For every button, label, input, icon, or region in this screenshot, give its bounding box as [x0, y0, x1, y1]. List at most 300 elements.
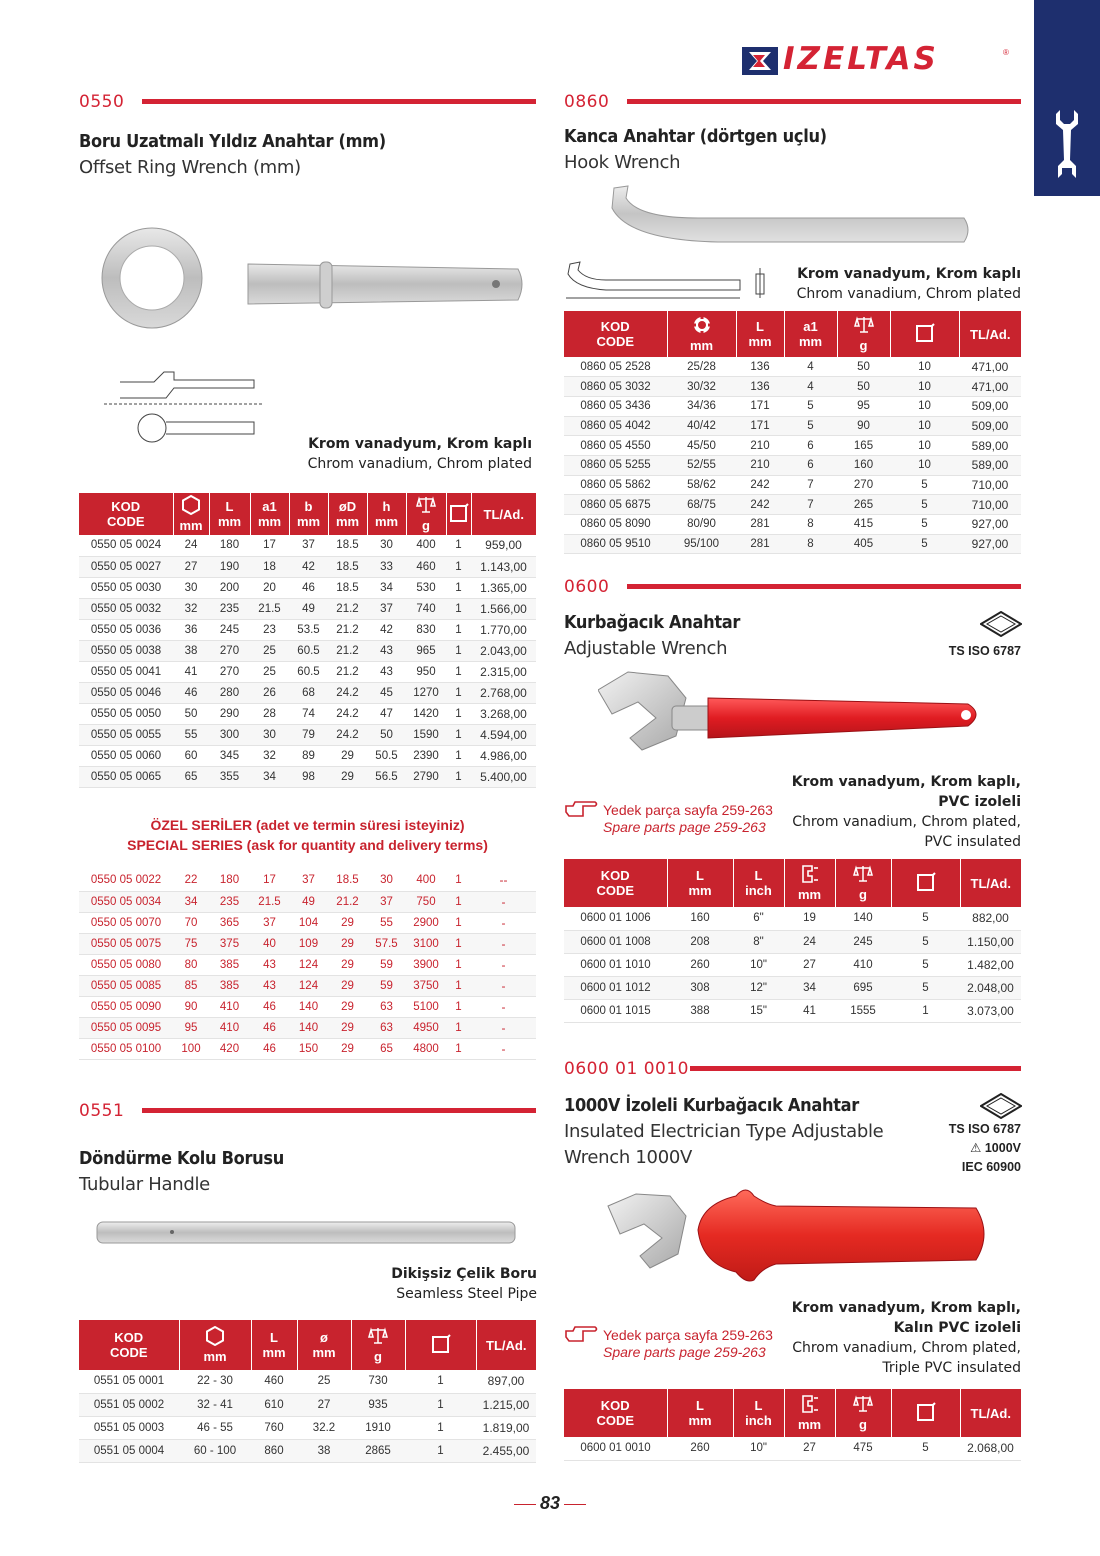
cell-value: 29: [328, 745, 367, 766]
cell-price: 5.400,00: [471, 766, 536, 787]
cell-value: 18: [250, 556, 289, 577]
cell-price: 927,00: [959, 515, 1021, 535]
cell-value: 34: [250, 766, 289, 787]
cell-value: 90: [837, 416, 890, 436]
material-insulated: [780, 1298, 1021, 1378]
col-size: mm: [667, 311, 736, 357]
cell-value: 70: [173, 912, 209, 933]
cell-value: 935: [351, 1393, 405, 1416]
cell-value: 27: [784, 953, 835, 976]
cell-value: 530: [406, 577, 446, 598]
cell-value: 171: [736, 416, 784, 436]
col-code: KOD CODE: [564, 311, 667, 357]
cell-value: 200: [209, 577, 250, 598]
cell-value: 45: [367, 682, 406, 703]
cell-code: 0600 01 1015: [564, 999, 667, 1022]
cell-value: 290: [209, 703, 250, 724]
cell-value: 109: [289, 933, 328, 954]
cell-value: 28: [250, 703, 289, 724]
cell-code: 0551 05 0002: [79, 1393, 179, 1416]
col-length: L mm: [209, 493, 250, 535]
cell-value: 74: [289, 703, 328, 724]
cell-value: 7: [784, 475, 837, 495]
cell-value: 124: [289, 954, 328, 975]
cell-value: 1: [446, 556, 471, 577]
cell-value: 405: [837, 534, 890, 554]
cell-value: 10": [733, 1437, 784, 1460]
col-a1: a1 mm: [250, 493, 289, 535]
col-length-inch: L inch: [733, 859, 784, 907]
cell-code: 0550 05 0034: [79, 891, 173, 912]
tse-certification-icon: [980, 611, 1022, 637]
cell-value: 21.5: [250, 598, 289, 619]
table-row: [79, 640, 536, 661]
table-body-0550-special: [79, 870, 536, 1059]
cell-value: 375: [209, 933, 250, 954]
cell-value: 47: [367, 703, 406, 724]
cell-value: 60.5: [289, 661, 328, 682]
cell-value: 280: [209, 682, 250, 703]
table-row: [564, 436, 1021, 456]
cell-price: 2.455,00: [476, 1439, 536, 1462]
cell-value: 60 - 100: [179, 1439, 251, 1462]
cell-value: 420: [209, 1038, 250, 1059]
table-row: [79, 975, 536, 996]
cell-value: 37: [250, 912, 289, 933]
material-en: Chrom vanadium, Chrom plated: [796, 286, 1021, 302]
cell-code: 0550 05 0090: [79, 996, 173, 1017]
cell-value: 24: [173, 535, 209, 556]
cell-value: 260: [667, 1437, 733, 1460]
cell-value: 610: [251, 1393, 297, 1416]
cell-value: 1: [446, 724, 471, 745]
cell-value: 43: [250, 975, 289, 996]
table-row: [564, 515, 1021, 535]
table-row: [79, 556, 536, 577]
cell-value: 10": [733, 953, 784, 976]
table-row: [564, 357, 1021, 377]
cell-value: 21.5: [250, 891, 289, 912]
table-row: [79, 954, 536, 975]
cell-price: 897,00: [476, 1370, 536, 1393]
cell-value: 18.5: [328, 577, 367, 598]
cell-value: 22 - 30: [179, 1370, 251, 1393]
cell-code: 0550 05 0038: [79, 640, 173, 661]
cell-value: 37: [289, 870, 328, 891]
cell-value: 245: [209, 619, 250, 640]
cell-value: 1555: [835, 999, 891, 1022]
cell-value: 95: [173, 1017, 209, 1038]
registered-mark: ®: [1003, 48, 1009, 57]
cell-value: 400: [406, 870, 446, 891]
cell-value: 30: [367, 535, 406, 556]
cell-value: 5: [784, 416, 837, 436]
cell-value: 180: [209, 535, 250, 556]
cell-price: 471,00: [959, 377, 1021, 397]
cell-value: 17: [250, 535, 289, 556]
cell-value: 10: [890, 357, 959, 377]
col-code: KOD CODE: [564, 859, 667, 907]
cell-value: 8: [784, 515, 837, 535]
cell-value: 53.5: [289, 619, 328, 640]
scale-icon: [416, 495, 436, 515]
cell-code: 0860 05 3436: [564, 396, 667, 416]
cell-value: 21.2: [328, 891, 367, 912]
cell-value: 22: [173, 870, 209, 891]
cell-price: 2.315,00: [471, 661, 536, 682]
cell-value: 2390: [406, 745, 446, 766]
material-tr: Krom vanadyum, Krom kaplı: [797, 266, 1021, 282]
cell-price: 2.768,00: [471, 682, 536, 703]
cell-value: 38: [297, 1439, 351, 1462]
cell-price: -: [471, 891, 536, 912]
cell-value: 50.5: [367, 745, 406, 766]
cell-value: 98: [289, 766, 328, 787]
cell-value: 1: [405, 1393, 476, 1416]
cell-code: 0600 01 1010: [564, 953, 667, 976]
cell-value: 365: [209, 912, 250, 933]
cell-value: 5: [784, 396, 837, 416]
title-en-0550: Offset Ring Wrench (mm): [79, 157, 301, 178]
cell-price: -: [471, 1017, 536, 1038]
cell-code: 0860 05 8090: [564, 515, 667, 535]
cell-value: 20: [250, 577, 289, 598]
cell-value: 1: [446, 1038, 471, 1059]
cell-code: 0600 01 1012: [564, 976, 667, 999]
side-category-tab: [1034, 0, 1100, 196]
box-icon: [915, 323, 935, 343]
cell-value: 245: [835, 930, 891, 953]
table-row: [564, 534, 1021, 554]
box-icon: [916, 872, 936, 892]
cell-price: -: [471, 933, 536, 954]
cell-value: 29: [328, 975, 367, 996]
cell-code: 0550 05 0046: [79, 682, 173, 703]
material-en: Seamless Steel Pipe: [396, 1286, 537, 1302]
cell-value: 63: [367, 1017, 406, 1038]
cell-value: 5100: [406, 996, 446, 1017]
cell-price: 882,00: [960, 907, 1021, 930]
cell-code: 0600 01 0010: [564, 1437, 667, 1460]
cell-value: 21.2: [328, 640, 367, 661]
standards-insulated: [900, 1120, 1021, 1177]
offset-ring-wrench-drawing: [104, 366, 272, 446]
table-row: [564, 1437, 1021, 1460]
cell-value: 1: [446, 745, 471, 766]
cell-value: 1: [446, 1017, 471, 1038]
table-row: [564, 999, 1021, 1022]
table-row: [564, 953, 1021, 976]
cell-price: 2.068,00: [960, 1437, 1021, 1460]
cell-value: 345: [209, 745, 250, 766]
cell-value: 1: [446, 535, 471, 556]
cell-code: 0550 05 0030: [79, 577, 173, 598]
cell-price: -: [471, 954, 536, 975]
table-row: [79, 598, 536, 619]
col-h: h mm: [367, 493, 406, 535]
cell-value: 89: [289, 745, 328, 766]
cell-value: 75: [173, 933, 209, 954]
cell-value: 46: [289, 577, 328, 598]
material-en-2: Triple PVC insulated: [882, 1360, 1021, 1376]
cell-value: 25: [250, 661, 289, 682]
cell-code: 0860 05 5862: [564, 475, 667, 495]
cell-value: 60.5: [289, 640, 328, 661]
material-0860: [760, 264, 1021, 304]
cell-value: 24.2: [328, 724, 367, 745]
cell-value: 32.2: [297, 1416, 351, 1439]
cell-value: 21.2: [328, 661, 367, 682]
cell-value: 37: [289, 535, 328, 556]
cell-value: 43: [367, 661, 406, 682]
cell-value: 42: [289, 556, 328, 577]
cell-price: 710,00: [959, 475, 1021, 495]
spare-en: Spare parts page 259-263: [603, 1344, 766, 1360]
cell-value: 385: [209, 975, 250, 996]
cell-code: 0550 05 0065: [79, 766, 173, 787]
cell-price: 509,00: [959, 396, 1021, 416]
cell-value: 2865: [351, 1439, 405, 1462]
cell-value: 29: [328, 954, 367, 975]
cell-value: 8: [784, 534, 837, 554]
cell-value: 29: [328, 1038, 367, 1059]
box-icon: [431, 1334, 451, 1354]
voltage-rating: ⚠ 1000V: [970, 1141, 1021, 1155]
cell-value: 10: [890, 377, 959, 397]
cell-value: 5: [891, 953, 960, 976]
material-tr-2: PVC izoleli: [938, 794, 1021, 810]
cell-value: 5: [891, 1437, 960, 1460]
cell-code: 0550 05 0036: [79, 619, 173, 640]
cell-value: 208: [667, 930, 733, 953]
tubular-handle-image: [96, 1220, 516, 1246]
col-length: L mm: [736, 311, 784, 357]
cell-value: 235: [209, 891, 250, 912]
cell-value: 100: [173, 1038, 209, 1059]
cell-price: 927,00: [959, 534, 1021, 554]
cell-value: 410: [835, 953, 891, 976]
cell-value: 55: [367, 912, 406, 933]
material-0550: [300, 434, 532, 474]
cell-value: 1: [446, 891, 471, 912]
cell-value: 52/55: [667, 455, 736, 475]
cell-value: 12": [733, 976, 784, 999]
cell-value: 21.2: [328, 598, 367, 619]
cell-value: 3100: [406, 933, 446, 954]
table-row: [79, 933, 536, 954]
cell-value: 49: [289, 598, 328, 619]
cell-code: 0550 05 0085: [79, 975, 173, 996]
cell-value: 750: [406, 891, 446, 912]
cell-price: 3.268,00: [471, 703, 536, 724]
scale-icon: [368, 1326, 388, 1346]
cell-value: 1: [446, 598, 471, 619]
cell-value: 50: [837, 357, 890, 377]
table-row: [79, 724, 536, 745]
cell-value: 95: [837, 396, 890, 416]
box-icon: [449, 503, 469, 523]
insulated-adjustable-wrench-image: [606, 1184, 992, 1284]
jaw-opening-icon: [800, 1394, 820, 1414]
table-row: [79, 577, 536, 598]
title-tr-0600: Kurbağacık Anahtar: [564, 612, 741, 633]
cell-code: 0550 05 0080: [79, 954, 173, 975]
cell-price: 509,00: [959, 416, 1021, 436]
cell-value: 18.5: [328, 556, 367, 577]
cell-value: 6: [784, 436, 837, 456]
cell-price: -: [471, 996, 536, 1017]
title-en-insulated-2: Wrench 1000V: [564, 1147, 693, 1168]
special-tr: ÖZEL SERİLER (adet ve termin süresi isteyiniz): [150, 817, 465, 833]
cell-value: 1: [446, 912, 471, 933]
cell-price: 4.594,00: [471, 724, 536, 745]
cell-value: 85: [173, 975, 209, 996]
cell-code: 0550 05 0060: [79, 745, 173, 766]
table-body-0550: [79, 535, 536, 787]
table-row: [79, 619, 536, 640]
cell-value: 1: [446, 703, 471, 724]
cell-value: 1: [405, 1416, 476, 1439]
cell-value: 80/90: [667, 515, 736, 535]
cell-value: 59: [367, 975, 406, 996]
cell-price: 1.566,00: [471, 598, 536, 619]
cell-price: 959,00: [471, 535, 536, 556]
material-tr-1: Krom vanadyum, Krom kaplı,: [791, 1300, 1021, 1316]
table-row: [564, 976, 1021, 999]
standard-iec: IEC 60900: [961, 1160, 1021, 1174]
cell-value: 235: [209, 598, 250, 619]
title-tr-insulated: 1000V İzoleli Kurbağacık Anahtar: [564, 1095, 859, 1116]
col-price: TL/Ad.: [476, 1320, 536, 1370]
cell-price: 1.143,00: [471, 556, 536, 577]
cell-value: 43: [367, 640, 406, 661]
cell-value: 695: [835, 976, 891, 999]
table-row: [564, 416, 1021, 436]
cell-value: 29: [328, 766, 367, 787]
cell-value: 43: [250, 954, 289, 975]
cell-code: 0550 05 0075: [79, 933, 173, 954]
section-divider: [627, 584, 1021, 589]
cell-value: 140: [289, 996, 328, 1017]
col-opening: mm: [784, 1389, 835, 1437]
cell-value: 1: [405, 1439, 476, 1462]
cell-value: 29: [328, 1017, 367, 1038]
cell-value: 1: [446, 619, 471, 640]
cell-value: 2790: [406, 766, 446, 787]
spare-tr: Yedek parça sayfa 259-263: [603, 802, 773, 818]
table-0551: [79, 1320, 536, 1463]
cell-value: 5: [891, 976, 960, 999]
cell-code: 0550 05 0024: [79, 535, 173, 556]
material-en-2: PVC insulated: [924, 834, 1021, 850]
table-row: [564, 455, 1021, 475]
cell-value: 1: [891, 999, 960, 1022]
table-body-0600: [564, 907, 1021, 1022]
cell-value: 830: [406, 619, 446, 640]
cell-value: 34: [173, 891, 209, 912]
cell-value: 300: [209, 724, 250, 745]
cell-value: 60: [173, 745, 209, 766]
cell-value: 1590: [406, 724, 446, 745]
cell-value: 55: [173, 724, 209, 745]
table-row: [79, 891, 536, 912]
col-opening: mm: [784, 859, 835, 907]
cell-value: 79: [289, 724, 328, 745]
cell-value: 410: [209, 1017, 250, 1038]
cell-value: 171: [736, 396, 784, 416]
cell-value: 25/28: [667, 357, 736, 377]
cell-value: 355: [209, 766, 250, 787]
table-row: [79, 682, 536, 703]
cell-value: 24: [784, 930, 835, 953]
table-row: [79, 870, 536, 891]
spare-en: Spare parts page 259-263: [603, 819, 766, 835]
section-divider: [142, 1108, 536, 1113]
section-code-0550: 0550: [79, 92, 125, 112]
standard-0600: TS ISO 6787: [948, 644, 1021, 658]
cell-value: 1270: [406, 682, 446, 703]
cell-value: 32: [173, 598, 209, 619]
cell-value: 5: [891, 907, 960, 930]
col-pack: [890, 311, 959, 357]
cell-code: 0550 05 0041: [79, 661, 173, 682]
cell-value: 68/75: [667, 495, 736, 515]
standard-iso: TS ISO 6787: [948, 1122, 1021, 1136]
cell-value: 4: [784, 377, 837, 397]
cell-value: 56.5: [367, 766, 406, 787]
cell-value: 42: [367, 619, 406, 640]
table-0550: [79, 493, 536, 788]
scale-icon: [853, 864, 873, 884]
col-price: TL/Ad.: [959, 311, 1021, 357]
cell-value: 7: [784, 495, 837, 515]
cell-value: 49: [289, 891, 328, 912]
cell-value: 124: [289, 975, 328, 996]
hook-wrench-image: [608, 184, 972, 248]
cell-value: 950: [406, 661, 446, 682]
cell-value: 10: [890, 436, 959, 456]
cell-value: 33: [367, 556, 406, 577]
title-tr-0550: Boru Uzatmalı Yıldız Anahtar (mm): [79, 131, 386, 152]
cell-value: 4800: [406, 1038, 446, 1059]
cell-value: 1: [446, 975, 471, 996]
cell-code: 0551 05 0003: [79, 1416, 179, 1439]
col-code: KOD CODE: [564, 1389, 667, 1437]
cell-value: 50: [367, 724, 406, 745]
cell-value: 740: [406, 598, 446, 619]
cell-price: 1.770,00: [471, 619, 536, 640]
cell-value: 136: [736, 357, 784, 377]
material-en: Chrom vanadium, Chrom plated: [307, 456, 532, 472]
cell-value: 40: [250, 933, 289, 954]
cell-value: 59: [367, 954, 406, 975]
cell-value: 27: [784, 1437, 835, 1460]
cell-code: 0860 05 5255: [564, 455, 667, 475]
cell-value: 4: [784, 357, 837, 377]
table-row: [79, 1370, 536, 1393]
cell-code: 0550 05 0095: [79, 1017, 173, 1038]
cell-price: -: [471, 1038, 536, 1059]
cell-value: 27: [173, 556, 209, 577]
cell-value: 2900: [406, 912, 446, 933]
cell-value: 24.2: [328, 682, 367, 703]
cell-value: 29: [328, 933, 367, 954]
cell-value: 30: [367, 870, 406, 891]
cell-value: 30: [250, 724, 289, 745]
table-body-0551: [79, 1370, 536, 1462]
table-insulated: [564, 1389, 1021, 1461]
cell-price: 1.150,00: [960, 930, 1021, 953]
